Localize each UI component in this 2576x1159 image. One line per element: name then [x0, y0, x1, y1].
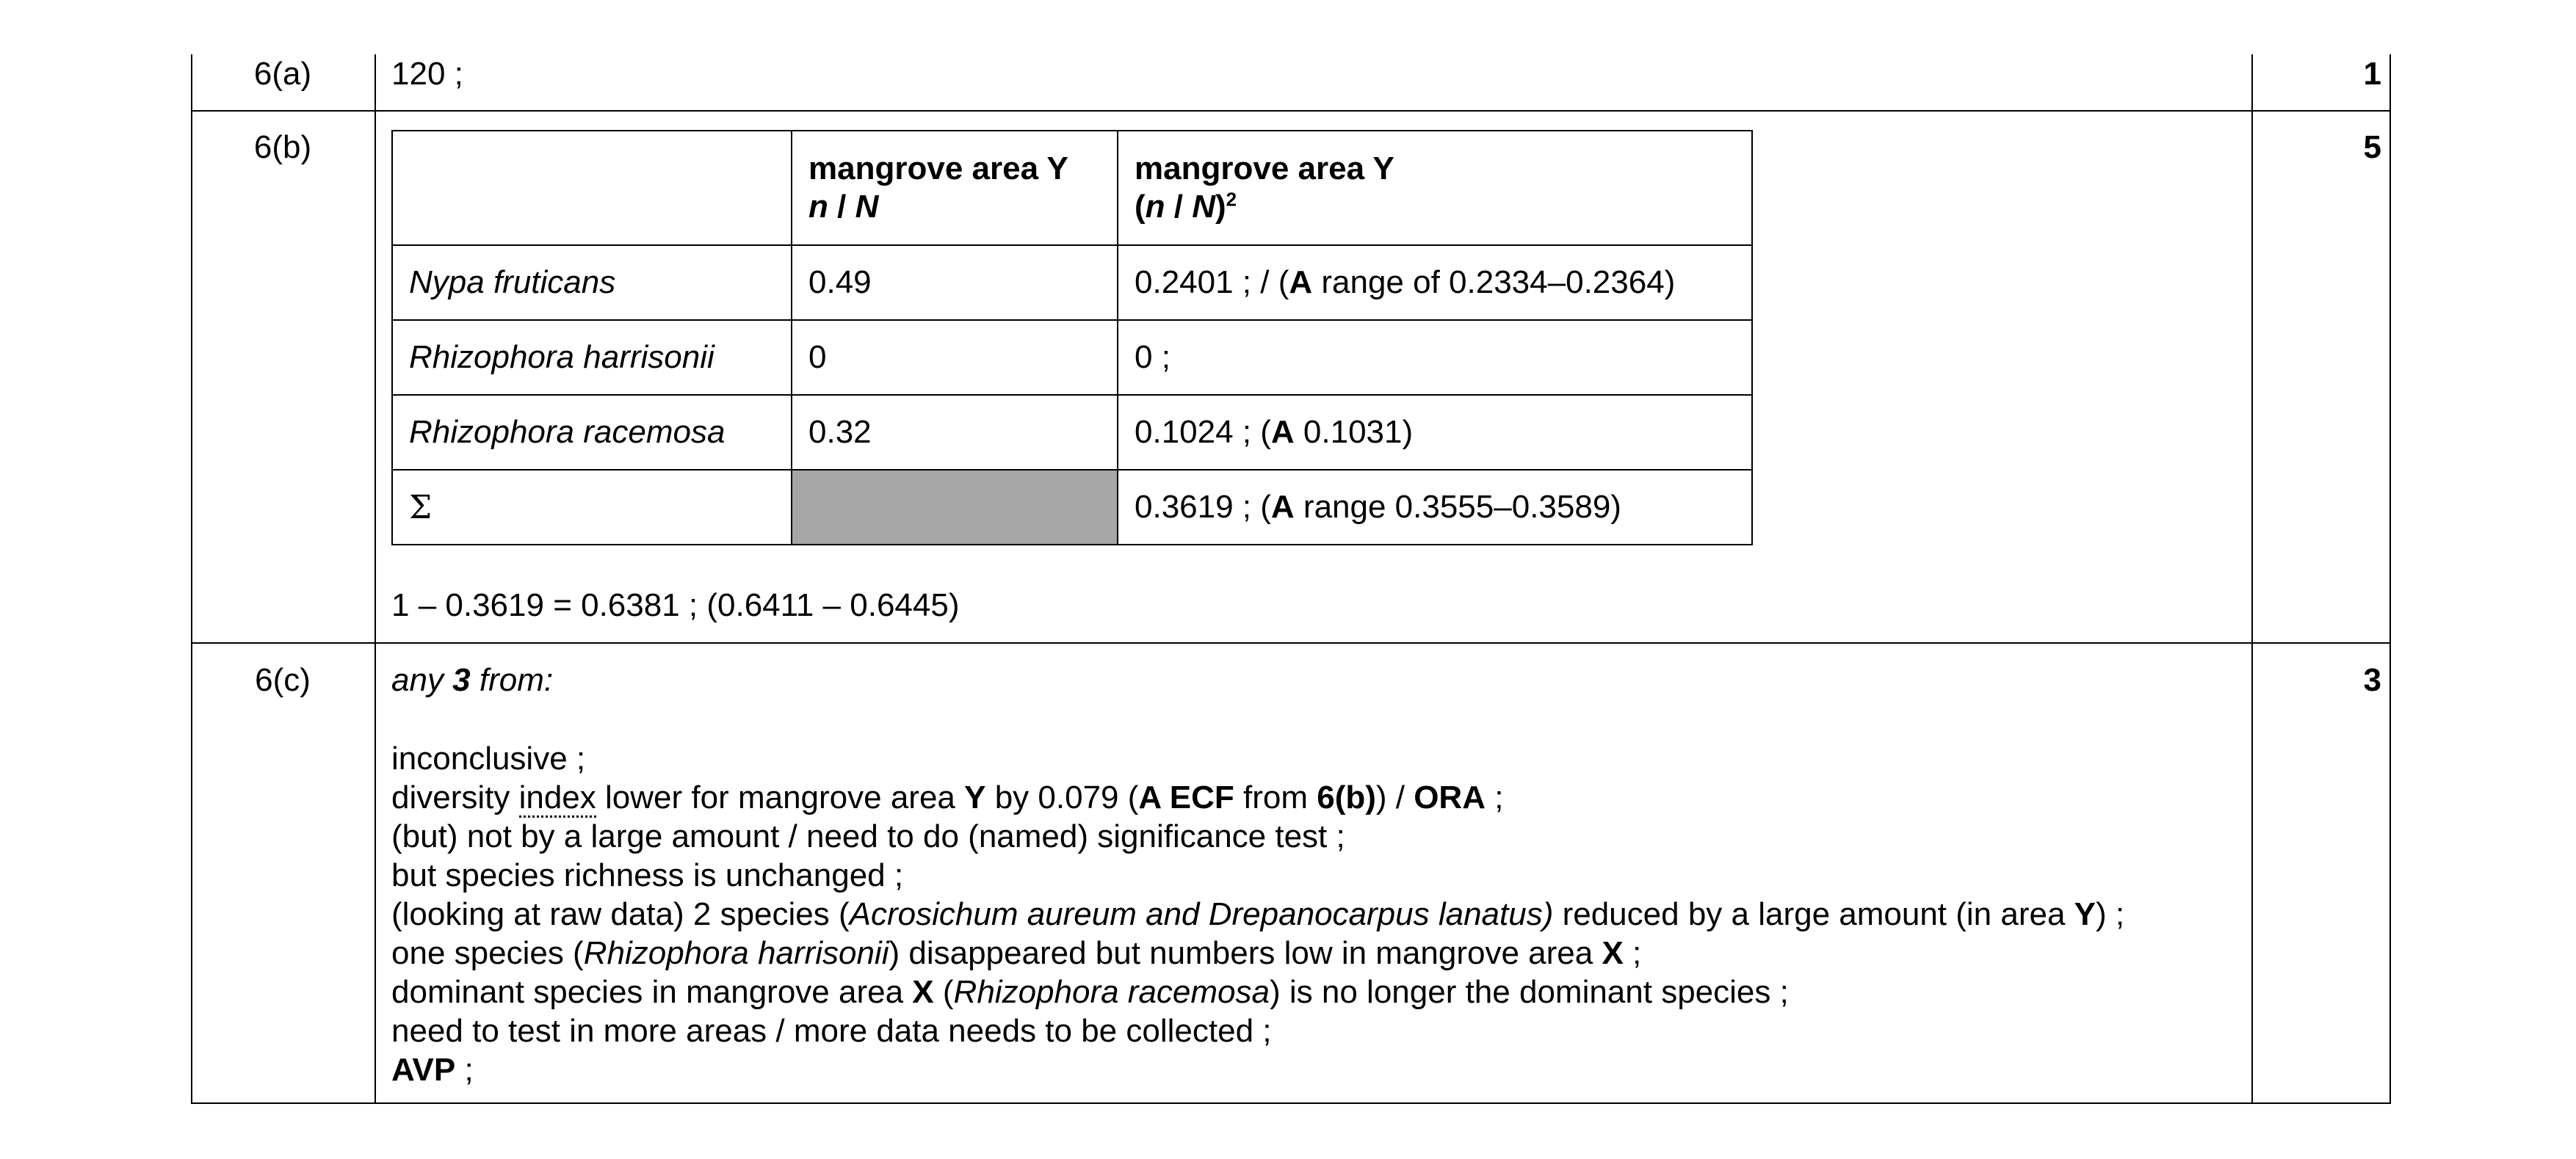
n-over-N-squared-cell — [1118, 245, 1752, 320]
species-name: Rhizophora harrisonii — [583, 935, 889, 971]
text: ) disappeared but numbers low in mangrove area — [889, 935, 1602, 971]
marks-6c: 3 — [2363, 662, 2381, 698]
text: by 0.079 ( — [985, 780, 1139, 815]
table-right-border — [2389, 54, 2391, 1104]
text: (looking at raw data) 2 species ( — [391, 896, 850, 932]
sum-value-cell — [1118, 470, 1752, 545]
text: from — [1234, 780, 1317, 815]
accept-marker: A — [1289, 264, 1313, 300]
species-names: Acrosichum aureum and Drepanocarpus lanatus) — [849, 896, 1554, 932]
squared-value: 0.2401 ; / ( — [1135, 264, 1289, 300]
area-label: X — [912, 974, 934, 1010]
sum-value: 0.3619 ; ( — [1135, 489, 1271, 525]
answer-intro — [391, 661, 553, 700]
header-superscript: 2 — [1226, 188, 1237, 211]
text: ) / — [1375, 780, 1414, 815]
text: ; — [455, 1052, 474, 1088]
diversity-index-calculation: 1 – 0.3619 = 0.6381 ; (0.6411 – 0.6445) — [391, 587, 960, 623]
text: dominant species in mangrove area — [391, 974, 913, 1010]
species-name: Rhizophora racemosa — [953, 974, 1270, 1010]
header-n-over-N — [792, 131, 1118, 245]
header-n-over-N-squared — [1118, 131, 1752, 245]
answer-point-6 — [391, 934, 1641, 973]
text: ( — [933, 974, 954, 1010]
header-N-symbol: N — [855, 189, 879, 225]
text: ; — [1623, 935, 1642, 971]
question-number-6a: 6(a) — [253, 56, 312, 92]
answer-point-2 — [391, 778, 1503, 818]
header-open-paren: ( — [1135, 189, 1146, 225]
text: diversity — [391, 780, 519, 815]
answer-point-3: (but) not by a large amount / need to do (named) significance test ; — [391, 818, 1345, 854]
table-row — [392, 245, 1752, 320]
ora-marker: ORA — [1414, 780, 1486, 815]
table-row — [392, 320, 1752, 395]
header-sq-n-symbol: n — [1145, 189, 1165, 225]
area-label: Y — [964, 780, 986, 815]
n-over-N-squared-cell — [1118, 395, 1752, 470]
header-n-over-N-title: mangrove area Y — [808, 150, 1068, 186]
answer-point-7 — [391, 973, 1789, 1012]
species-name-cell: Rhizophora harrisonii — [392, 320, 792, 395]
accept-range: range of 0.2334–0.2364) — [1312, 264, 1676, 300]
underlined-keyword: index — [519, 780, 596, 818]
text: reduced by a large amount (in area — [1553, 896, 2074, 932]
text: ) ; — [2096, 896, 2125, 932]
answer-point-8: need to test in more areas / more data needs to be collected ; — [391, 1013, 1272, 1049]
sigma-symbol-cell: Σ — [392, 470, 792, 545]
squared-value: 0.1024 ; ( — [1135, 414, 1271, 450]
accept-marker: A — [1270, 414, 1295, 450]
header-sq-N-symbol: N — [1192, 189, 1216, 225]
marks-6b: 5 — [2363, 129, 2381, 165]
question-column-divider — [375, 54, 376, 1104]
n-over-N-squared-cell — [1118, 320, 1752, 395]
n-over-N-cell: 0.32 — [792, 395, 1118, 470]
row-divider-6a-6b — [191, 110, 2391, 112]
header-close-paren: ) — [1215, 189, 1226, 225]
question-number-6b: 6(b) — [253, 129, 312, 165]
diversity-index-table — [391, 130, 1753, 545]
question-number-6c: 6(c) — [255, 662, 311, 698]
area-label: X — [1602, 935, 1624, 971]
species-name-cell: Nypa fruticans — [392, 245, 792, 320]
avp-marker: AVP — [391, 1052, 456, 1088]
row-divider-6b-6c — [191, 642, 2391, 644]
table-left-border — [191, 54, 192, 1104]
accept-ecf-marker: A ECF — [1138, 780, 1234, 815]
n-over-N-cell: 0 — [792, 320, 1118, 395]
text: ) is no longer the dominant species ; — [1270, 974, 1789, 1010]
header-n-symbol: n — [808, 189, 828, 225]
marks-column-divider — [2251, 54, 2253, 1104]
table-header-row — [392, 131, 1752, 245]
species-name-cell: Rhizophora racemosa — [392, 395, 792, 470]
answer-point-4: but species richness is unchanged ; — [391, 857, 904, 893]
accept-range: 0.1031) — [1294, 414, 1414, 450]
marks-6a: 1 — [2363, 56, 2381, 92]
header-squared-title: mangrove area Y — [1135, 150, 1394, 186]
squared-value: 0 ; — [1135, 339, 1171, 375]
answer-6a: 120 ; — [391, 56, 463, 92]
shaded-cell — [792, 470, 1118, 545]
intro-from: from: — [470, 662, 554, 698]
text: one species ( — [391, 935, 584, 971]
text: lower for mangrove area — [596, 780, 965, 815]
header-empty-cell — [392, 131, 792, 245]
table-bottom-border — [191, 1102, 2391, 1104]
accept-marker: A — [1270, 489, 1295, 525]
answer-point-9 — [391, 1050, 474, 1090]
intro-number: 3 — [452, 662, 471, 698]
header-sq-slash: / — [1165, 189, 1193, 225]
text: ; — [1485, 780, 1504, 815]
table-row — [392, 395, 1752, 470]
sum-row — [392, 470, 1752, 545]
question-reference: 6(b) — [1317, 780, 1376, 815]
answer-point-5 — [391, 895, 2124, 934]
accept-range: range 0.3555–0.3589) — [1294, 489, 1621, 525]
intro-any: any — [391, 662, 453, 698]
n-over-N-cell: 0.49 — [792, 245, 1118, 320]
header-slash: / — [828, 189, 855, 225]
answer-point-1: inconclusive ; — [391, 741, 586, 777]
area-label: Y — [2074, 896, 2096, 932]
